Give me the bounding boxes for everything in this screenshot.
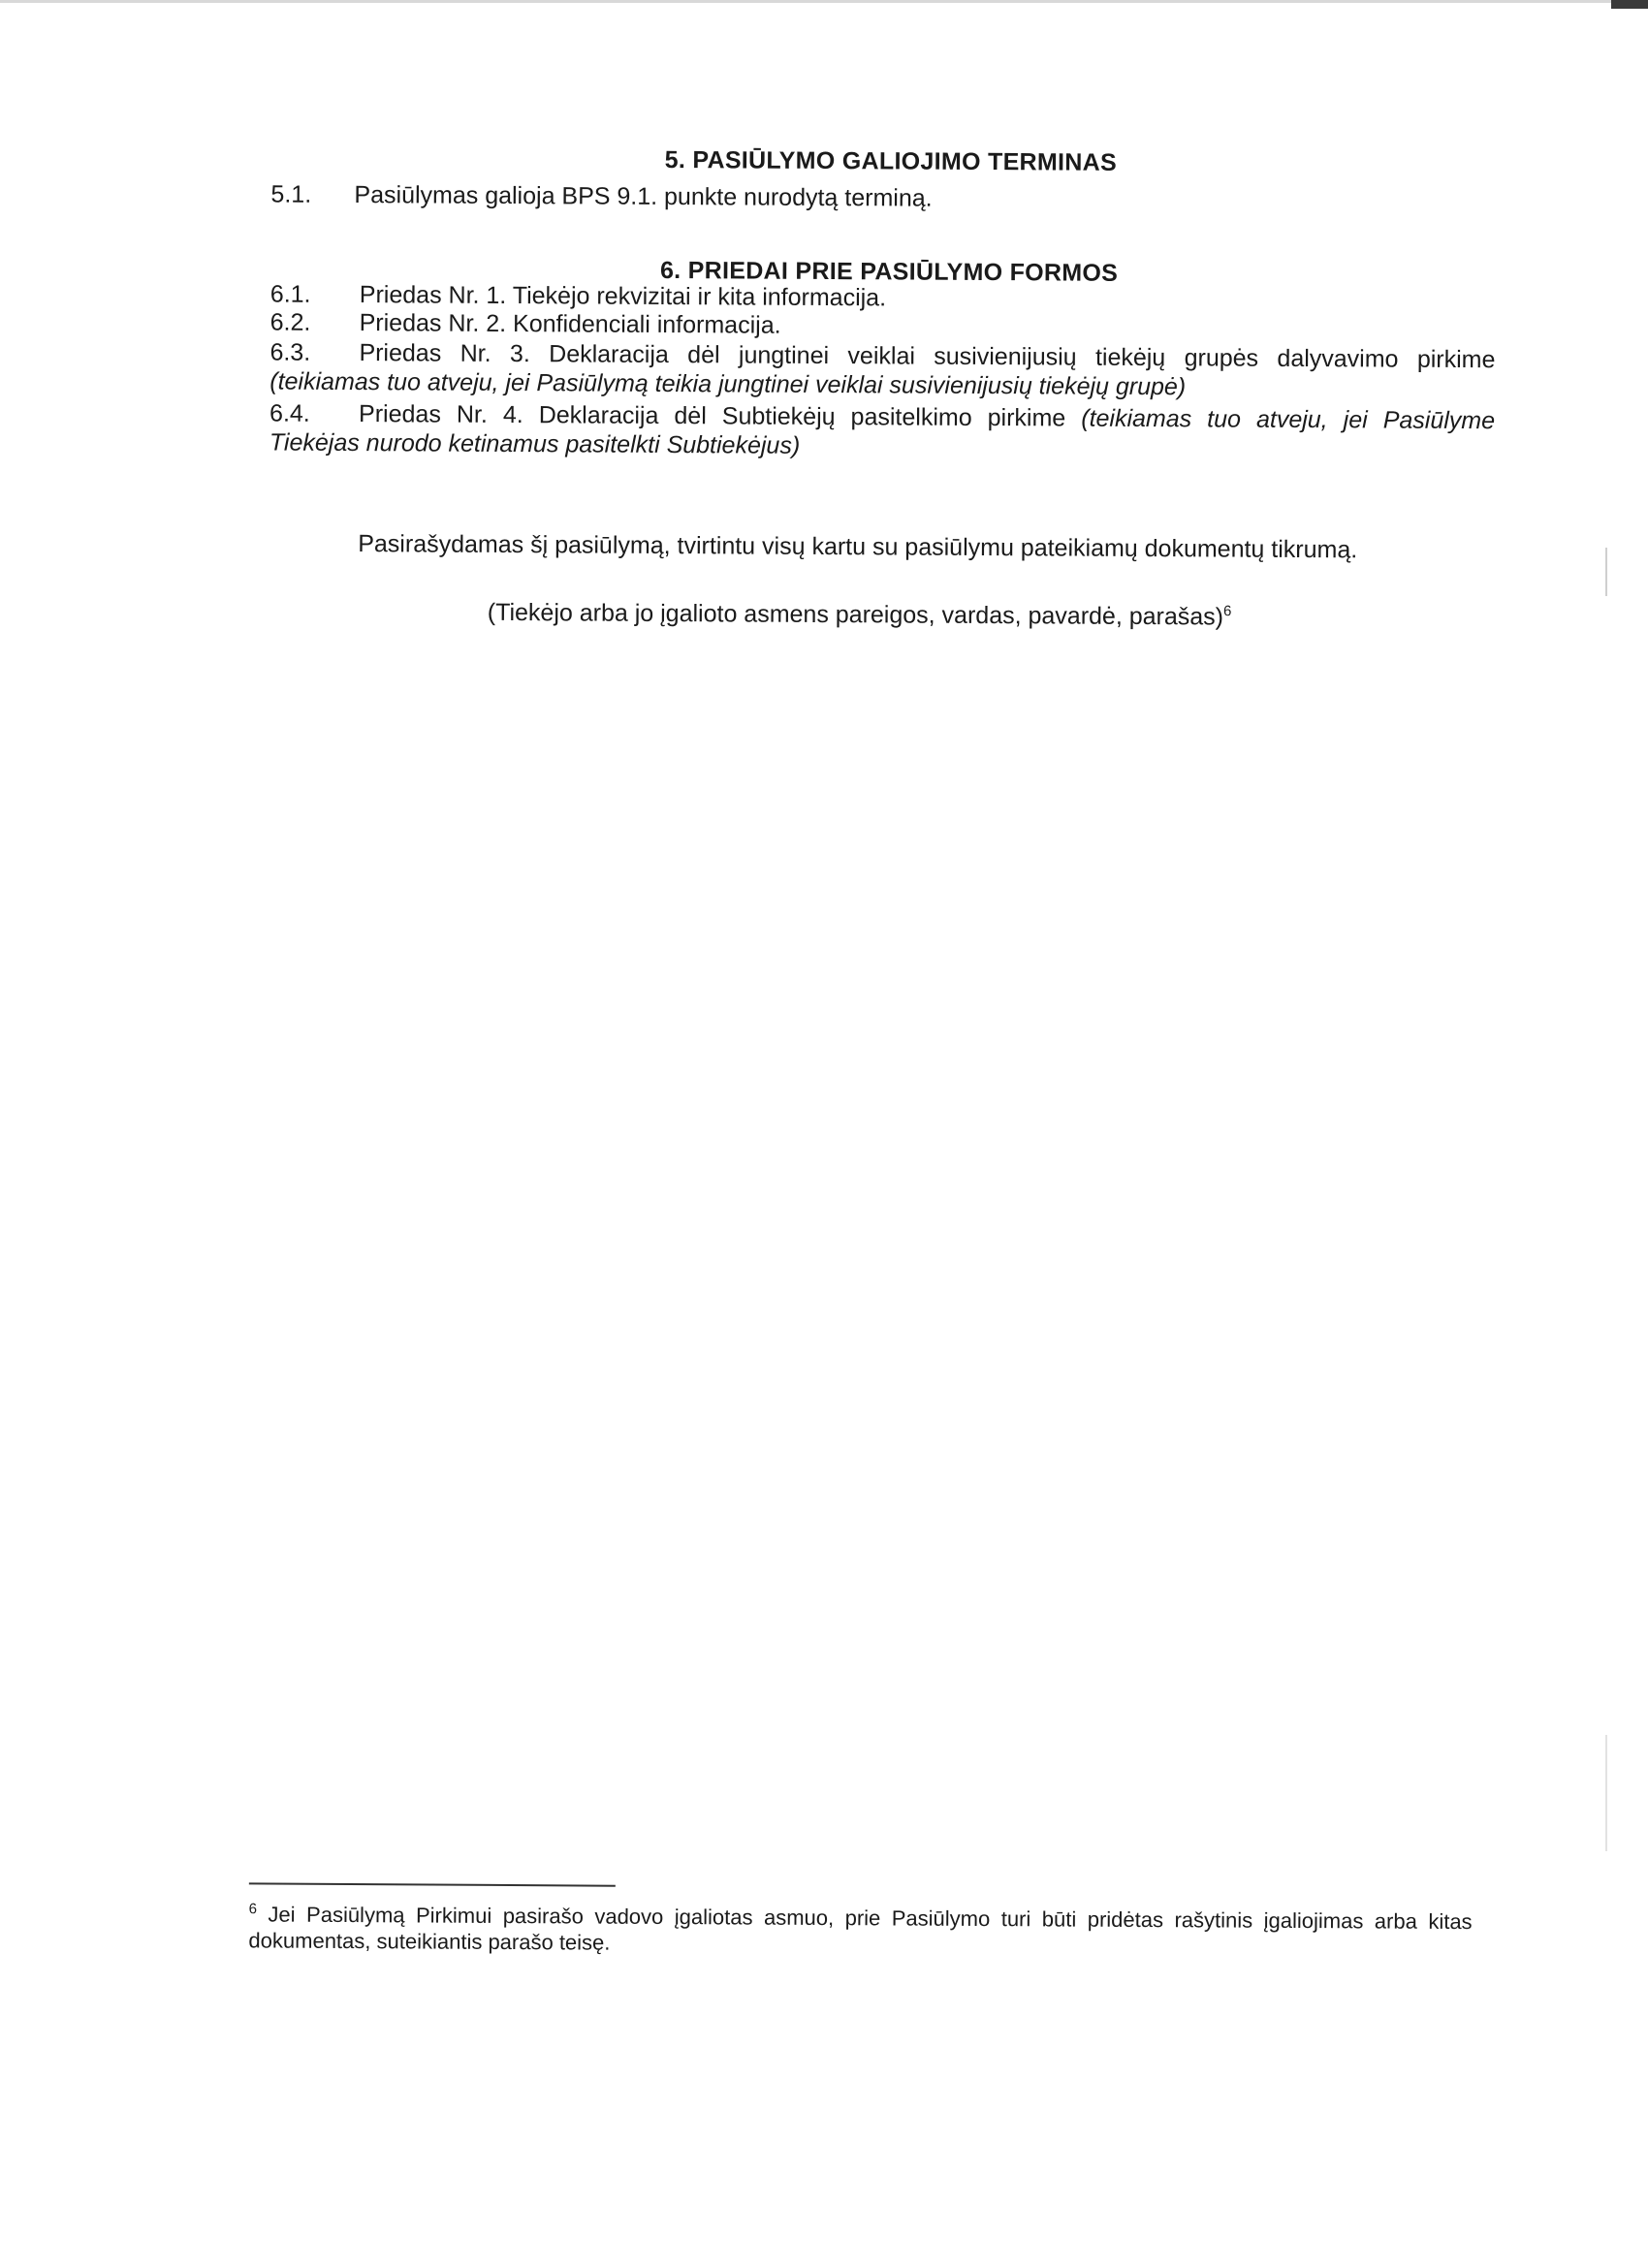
footnote-separator (249, 1882, 616, 1886)
item-6-3-text: Priedas Nr. 3. Deklaracija dėl jungtinei veiklai susivienijusių tiekėjų grupės dalyvavimo pirkime (359, 339, 1496, 374)
item-6-4-number: 6.4. (269, 399, 310, 427)
item-6-3-note: (teikiamas tuo atveju, jei Pasiūlymą teikia jungtinei veiklai susivienijusių tiekėjų grupė) (269, 367, 1187, 401)
footnote-text-1: Jei Pasiūlymą Pirkimui pasirašo vadovo įgaliotas asmuo, prie Pasiūlymo turi būti pridėtas rašytinis įgaliojimas arba kitas (268, 1902, 1473, 1935)
signature-caption-text: (Tiekėjo arba jo įgalioto asmens pareigos, vardas, pavardė, parašas) (487, 598, 1224, 631)
section-5-heading: 5. PASIŪLYMO GALIOJIMO TERMINAS (664, 145, 1118, 176)
footnote-line-2: dokumentas, suteikiantis parašo teisę. (248, 1928, 611, 1955)
item-5-1 (270, 180, 932, 212)
item-6-2-text: Priedas Nr. 2. Konfidenciali informacija. (359, 309, 781, 339)
item-6-3-number: 6.3. (269, 338, 311, 366)
item-6-4-note-b: Tiekėjas nurodo ketinamus pasitelkti Subtiekėjus) (269, 428, 801, 459)
confirmation-statement: Pasirašydamas šį pasiūlymą, tvirtintu visų kartu su pasiūlymu pateikiamų dokumentų tikrumą. (358, 530, 1358, 564)
item-6-1-number: 6.1. (269, 280, 311, 308)
item-5-1-text: Pasiūlymas galioja BPS 9.1. punkte nurodytą terminą. (354, 181, 933, 212)
item-6-4-text: Priedas Nr. 4. Deklaracija dėl Subtiekėjų pasitelkimo pirkime (359, 400, 1066, 432)
signature-caption (488, 599, 1232, 632)
item-6-2-number: 6.2. (269, 308, 311, 336)
item-6-2 (270, 308, 781, 339)
item-6-1-text: Priedas Nr. 1. Tiekėjo rekvizitai ir kita informacija. (359, 281, 887, 312)
item-6-1 (270, 280, 886, 312)
footnote-marker: 6 (248, 1901, 258, 1918)
item-6-4-note-a: (teikiamas tuo atveju, jei Pasiūlyme (1081, 404, 1496, 435)
footnote-reference: 6 (1223, 603, 1232, 620)
section-6-heading: 6. PRIEDAI PRIE PASIŪLYMO FORMOS (659, 256, 1119, 287)
item-5-1-number: 5.1. (270, 180, 312, 208)
